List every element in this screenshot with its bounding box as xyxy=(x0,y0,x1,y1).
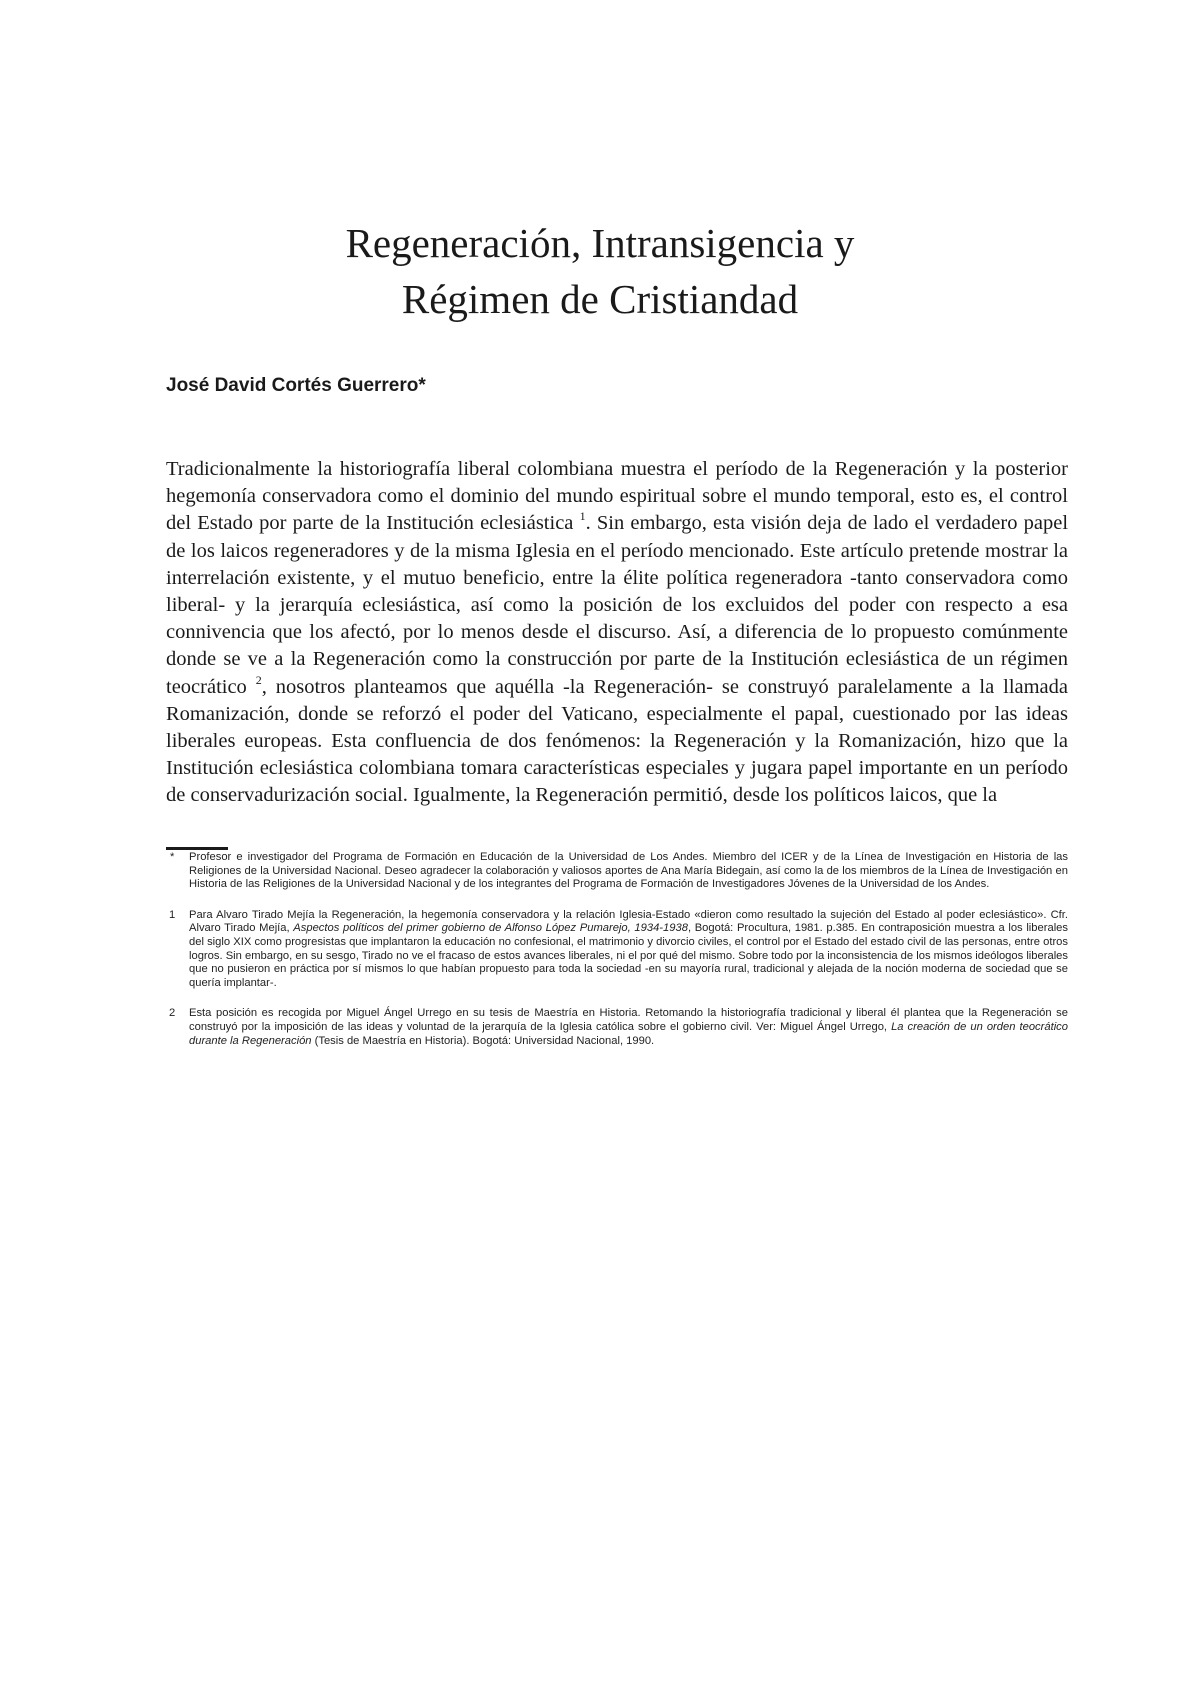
body-text-part-2: . Sin embargo, esta visión deja de lado el verdadero papel de los laicos regeneradores y de la misma Iglesia en el período mencionado. Este artículo pretende mostrar la interrelación existente, y el mutuo beneficio, entre la élite política regeneradora -tanto conservadora como liberal- y la jerarquía eclesiástica, así como la posición de los excluidos del poder con respecto a esa connivencia que los afectó, por lo menos desde el discurso. Así, a diferencia de lo propuesto comúnmente donde se ve a la Regeneración como la construcción por parte de la Institución eclesiástica de un régimen teocrático xyxy=(166,512,1069,698)
footnote-1-citation-title: Aspectos políticos del primer gobierno de Alfonso López Pumarejo, 1934-1938 xyxy=(293,922,688,935)
footnote-1-text-a: Para Alvaro Tirado Mejía la Regeneración, la hegemonía conservadora y la relación Iglesia-Estado «dieron como resultado la sujeción del Estado al poder eclesiástico». Cfr. Alvaro Tirado Mejía, xyxy=(189,908,1068,935)
footnote-1-text-b: , Bogotá: Procultura, 1981. p.385. En contraposición muestra a los liberales del siglo XIX como progresistas que implantaron la educación no confesional, el matrimonio y divorcio civiles, el control por el Estado del estado civil de las personas, entre otros logros. Sin embargo, en su sesgo, Tirado no ve el fracaso de estos avances liberales, ni el por qué del mismo. Sobre todo por la inconsistencia de los mismos ideólogos liberales que no pusieron en práctica por sí mismos lo que habían propuesto para toda la sociedad -en su mayoría rural, tradicional y alejada de la noción moderna de sociedad que se quería implantar-. xyxy=(189,922,1068,989)
footnote-mark-1: 1 xyxy=(169,908,176,921)
footnote-ref-1[interactable]: 1 xyxy=(579,509,586,524)
body-paragraph xyxy=(166,456,1068,810)
footnote-author-text: Profesor e investigador del Programa de Formación en Educación de la Universidad de Los Andes. Miembro del ICER y de la Línea de Investigación en Historia de las Religiones de la Universidad Nacional. Deseo agradecer la colaboración y valiosos aportes de Ana María Bidegain, así como la de los miembros de la Línea de Investigación en Historia de las Religiones de la Universidad Nacional y de los integrantes del Programa de Formación de Investigadores Jóvenes de la Universidad de los Andes. xyxy=(189,851,1068,891)
footnotes-section xyxy=(166,851,1068,1065)
title-line-1: Regeneración, Intransigencia y xyxy=(345,220,855,266)
footnote-mark-2: 2 xyxy=(169,1007,176,1020)
footnote-2-citation-title: La creación de un orden teocrático durante la Regeneración xyxy=(189,1020,1068,1047)
footnote-mark-star: * xyxy=(170,851,175,863)
article-title xyxy=(0,215,1200,327)
footnote-2-text-b: (Tesis de Maestría en Historia). Bogotá: Universidad Nacional, 1990. xyxy=(311,1034,655,1047)
footnote-1 xyxy=(166,909,1068,991)
footnote-author xyxy=(166,851,1068,892)
body-text-part-3: , nosotros planteamos que aquélla -la Regeneración- se construyó paralelamente a la llamada Romanización, donde se reforzó el poder del Vaticano, especialmente el papal, cuestionado por las ideas liberales europeas. Esta confluencia de dos fenómenos: la Regeneración y la Romanización, hizo que la Institución eclesiástica colombiana tomara características especiales y jugara papel importante en un período de conservadurización social. Igualmente, la Regeneración permitió, desde los políticos laicos, que la xyxy=(166,675,1069,807)
body-text-part-1: Tradicionalmente la historiografía liberal colombiana muestra el período de la Regeneración y la posterior hegemonía conservadora como el dominio del mundo espiritual sobre el mundo temporal, esto es, el control del Estado por parte de la Institución eclesiástica xyxy=(166,458,1068,535)
footnote-2 xyxy=(166,1007,1068,1048)
footnote-separator xyxy=(166,847,228,850)
author-name: José David Cortés Guerrero* xyxy=(166,375,426,396)
footnote-ref-2[interactable]: 2 xyxy=(255,672,262,687)
footnote-2-text-a: Esta posición es recogida por Miguel Ángel Urrego en su tesis de Maestría en Historia. Retomando la historiografía tradicional y liberal él plantea que la Regeneración se construyó por la imposición de las ideas y voluntad de la jerarquía de la Iglesia católica sobre el gobierno civil. Ver: Miguel Ángel Urrego, xyxy=(189,1007,1068,1033)
title-line-2: Régimen de Cristiandad xyxy=(401,276,799,322)
